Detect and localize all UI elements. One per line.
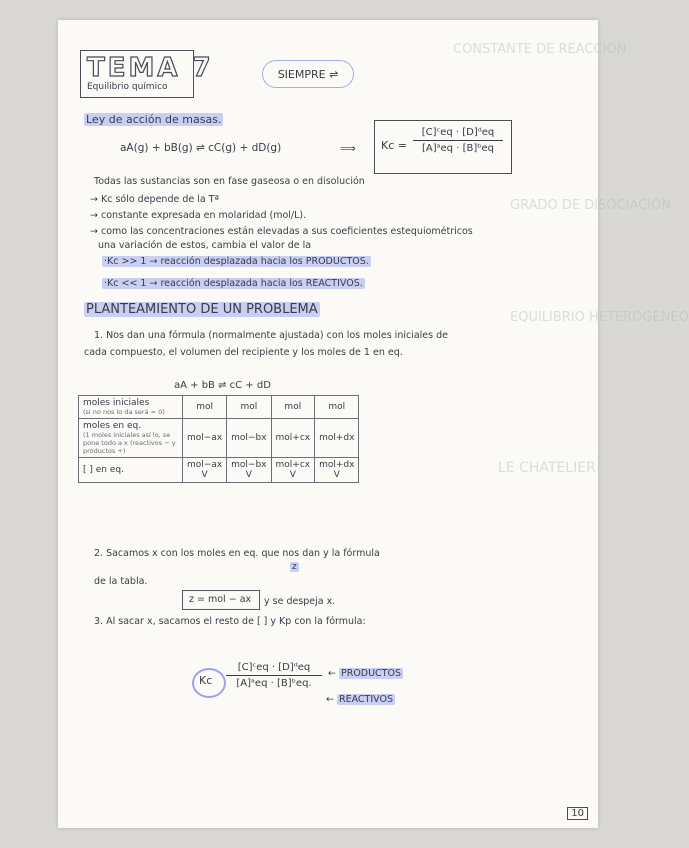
table-cell: mol−bx V [227, 458, 271, 483]
table-cell: mol+dx V [315, 458, 359, 483]
table-cell: mol−ax [183, 419, 227, 458]
law-line-7: ·Kc << 1 → reacción desplazada hacia los REACTIVOS. [104, 278, 363, 289]
table-cell: mol+cx [271, 419, 315, 458]
reactants-label: ← REACTIVOS [326, 694, 393, 705]
law-line-5: una variación de estos, cambia el valor de la [98, 240, 312, 251]
table-cell: moles iniciales (si no nos lo da será = 0) [79, 396, 183, 419]
table-cell: mol [271, 396, 315, 419]
kc-denominator: [A]ᵃeq · [B]ᵇeq [421, 143, 495, 154]
always-badge-label: SIEMPRE ⇌ [277, 67, 339, 81]
ghost-text: LE CHATELIER [498, 460, 596, 476]
step1-line-2: cada compuesto, el volumen del recipiente y los moles de 1 en eq. [84, 347, 403, 358]
kc-symbol: Kc = [381, 139, 407, 152]
table-row [79, 396, 359, 419]
implies-arrow: ⟹ [340, 142, 356, 155]
z-equation-tail: y se despeja x. [264, 596, 336, 607]
kc-symbol-final: Kc [199, 674, 213, 687]
kc-final-denominator: [A]ᵃeq · [B]ᵇeq. [236, 678, 312, 689]
z-equation: z = mol − ax [189, 594, 252, 605]
table-row [79, 419, 359, 458]
ice-table [78, 395, 359, 483]
step1-line-1: 1. Nos dan una fórmula (normalmente ajustada) con los moles iniciales de [94, 330, 448, 341]
law-line-1: Todas las sustancias son en fase gaseosa o en disolución [94, 176, 365, 187]
law-line-6: ·Kc >> 1 → reacción desplazada hacia los PRODUCTOS. [104, 256, 369, 267]
title-box [80, 50, 214, 98]
reaction-equation: aA(g) + bB(g) ⇌ cC(g) + dD(g) [120, 142, 282, 154]
z-equation-box [182, 590, 260, 610]
table-row [79, 458, 359, 483]
ghost-text: EQUILIBRIO HETEROGÉNEO [510, 310, 689, 325]
always-badge [262, 60, 354, 88]
step3-line: 3. Al sacar x, sacamos el resto de [ ] y Kp con la fórmula: [94, 616, 366, 627]
table-cell: [ ] en eq. [79, 458, 183, 483]
table-cell: mol−bx [227, 419, 271, 458]
law-line-4: → como las concentraciones están elevadas a sus coeficientes estequiométricos [90, 226, 473, 237]
step2-line-2: de la tabla. [94, 576, 148, 587]
ghost-text: CONSTANTE DE REACCIÓN [453, 42, 627, 57]
table-cell: moles en eq. (1 moles iniciales así lo, se pone todo a x (reactivos − y productos +) [79, 419, 183, 458]
table-cell: mol−ax V [183, 458, 227, 483]
table-cell: mol [183, 396, 227, 419]
notebook-page [58, 20, 689, 828]
table-header-equation: aA + bB ⇌ cC + dD [174, 380, 271, 391]
table-cell: mol [315, 396, 359, 419]
law-line-2: → Kc sólo depende de la Tª [90, 194, 220, 205]
section-law-heading: Ley de acción de masas. [86, 113, 222, 126]
table-cell: mol [227, 396, 271, 419]
z-marker: z [292, 562, 297, 572]
law-line-3: → constante expresada en molaridad (mol/L). [90, 210, 307, 221]
table-cell: mol+dx [315, 419, 359, 458]
page-title: TEMA 7 [87, 53, 214, 83]
kc-final-numerator: [C]ᶜeq · [D]ᵈeq [237, 662, 311, 673]
table-cell: mol+cx V [271, 458, 315, 483]
kc-numerator: [C]ᶜeq · [D]ᵈeq [421, 127, 495, 138]
section-problem-heading: PLANTEAMIENTO DE UN PROBLEMA [86, 302, 318, 317]
kc-final-fraction [226, 662, 322, 689]
products-label: ← PRODUCTOS [328, 668, 402, 679]
page-subtitle: Equilibrio químico [87, 82, 168, 92]
page-number: 10 [567, 807, 588, 820]
ghost-text: GRADO DE DISOCIACIÓN [510, 198, 671, 213]
kc-formula-box [374, 120, 512, 174]
kc-fraction [413, 127, 503, 154]
step2-line-1: 2. Sacamos x con los moles en eq. que nos dan y la fórmula [94, 548, 380, 559]
